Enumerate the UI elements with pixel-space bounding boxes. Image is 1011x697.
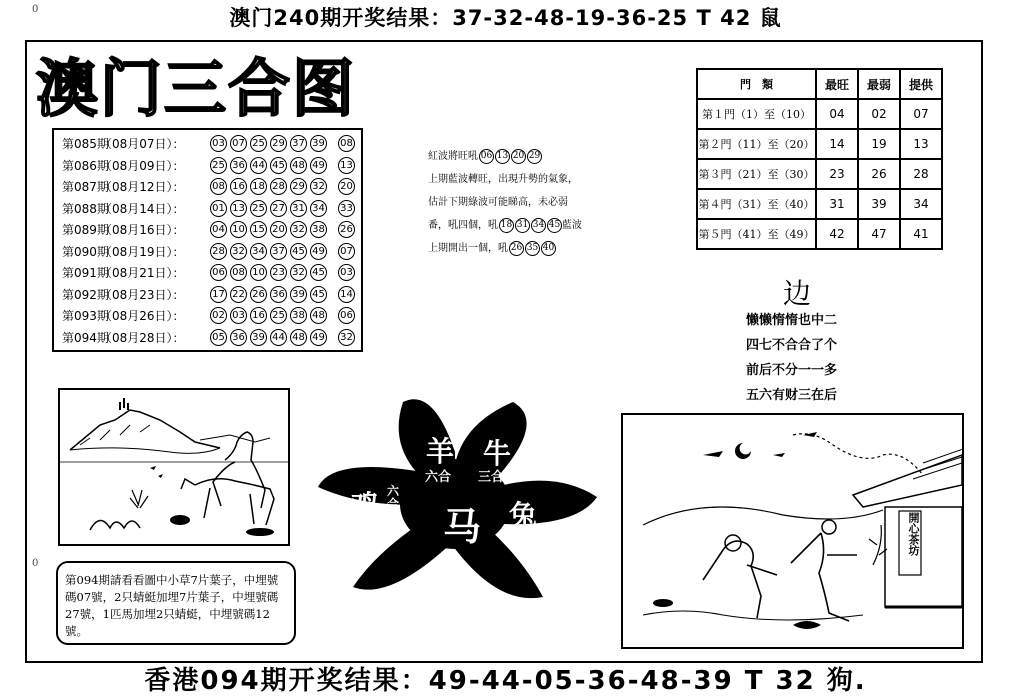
draw-date: （08月19日）： [100, 244, 185, 259]
draw-date: （08月09日）： [100, 158, 185, 173]
number-ball: 39 [290, 286, 307, 303]
number-ball: 04 [210, 221, 227, 238]
draw-row [62, 133, 358, 154]
gate-row [697, 99, 942, 129]
header-gate-type: 門 類 [697, 69, 816, 99]
draw-row [62, 305, 358, 326]
gate-hot: 23 [816, 159, 858, 189]
gate-label: 第４門（31）至（40） [697, 189, 816, 219]
gate-row [697, 189, 942, 219]
number-ball: 03 [210, 135, 227, 152]
horse-rider-illustration [58, 388, 290, 546]
draw-row [62, 155, 358, 176]
verse-text: 上期藍波轉旺，出現升勢的氣象， [428, 174, 578, 185]
header-cold: 最弱 [858, 69, 900, 99]
number-ball: 28 [270, 178, 287, 195]
gate-offer: 07 [900, 99, 942, 129]
zodiac-rooster-note: 六合 [387, 484, 400, 511]
clue-box: 第094期請看看圖中小草7片葉子，中埋號碼07號，2只蜻蜓加埋7片葉子，中埋號碼27號，1匹馬加埋2只蜻蜓，中埋號碼12號。 [56, 561, 296, 645]
draw-period: 第086期 [62, 158, 109, 173]
draw-period: 第089期 [62, 223, 109, 237]
number-ball: 03 [230, 307, 247, 324]
number-ball: 28 [210, 243, 227, 260]
number-ball: 45 [270, 157, 287, 174]
gate-hot: 04 [816, 99, 858, 129]
draw-row [62, 262, 358, 283]
gate-cold: 39 [858, 189, 900, 219]
gate-offer: 41 [900, 219, 942, 249]
number-ball: 48 [310, 307, 327, 324]
number-ball: 25 [270, 307, 287, 324]
verse-number-ball: 31 [515, 218, 530, 233]
number-ball: 49 [310, 243, 327, 260]
verse-number-ball: 35 [525, 241, 540, 256]
verse-number-ball: 45 [547, 218, 562, 233]
gate-row [697, 129, 942, 159]
verse-number-ball: 13 [495, 149, 510, 164]
draw-row [62, 176, 358, 197]
number-ball: 34 [310, 200, 327, 217]
draw-row [62, 219, 358, 240]
gate-offer: 28 [900, 159, 942, 189]
zodiac-ox: 牛 [483, 437, 512, 470]
gate-hot: 42 [816, 219, 858, 249]
corner-mark-top: 0 [32, 4, 39, 15]
poem-title: 边 [783, 277, 812, 310]
verse-text: 番，吼四個，吼 [428, 220, 498, 231]
special-number-ball: 07 [338, 243, 355, 260]
number-ball: 36 [230, 329, 247, 346]
number-ball: 38 [290, 307, 307, 324]
number-ball: 13 [230, 200, 247, 217]
special-number-ball: 32 [338, 329, 355, 346]
verse-number-ball: 29 [527, 149, 542, 164]
number-ball: 48 [290, 157, 307, 174]
verse-suffix: 藍波 [562, 220, 582, 231]
number-ball: 06 [210, 264, 227, 281]
number-ball: 27 [270, 200, 287, 217]
number-ball: 26 [250, 286, 267, 303]
number-ball: 45 [310, 286, 327, 303]
zodiac-sheep-note: 六合 [425, 470, 452, 485]
gate-label: 第３門（21）至（30） [697, 159, 816, 189]
page-title: 澳门三合图 [36, 52, 357, 125]
number-ball: 32 [230, 243, 247, 260]
macau-result-banner: 澳门240期开奖结果：37-32-48-19-36-25 T 42 鼠 [229, 6, 782, 30]
gate-cold: 47 [858, 219, 900, 249]
number-ball: 07 [230, 135, 247, 152]
number-ball: 08 [210, 178, 227, 195]
zodiac-flower [313, 392, 597, 605]
zodiac-ox-note: 三合 [478, 470, 505, 485]
draw-period: 第093期 [62, 309, 109, 323]
number-ball: 23 [270, 264, 287, 281]
gate-cold: 19 [858, 129, 900, 159]
special-number-ball: 20 [338, 178, 355, 195]
number-ball: 36 [230, 157, 247, 174]
number-ball: 32 [290, 264, 307, 281]
header-offer: 提供 [900, 69, 942, 99]
number-ball: 39 [310, 135, 327, 152]
poem-line: 五六有财三在后 [746, 388, 838, 403]
special-number-ball: 33 [338, 200, 355, 217]
gate-label: 第５門（41）至（49） [697, 219, 816, 249]
draw-period: 第094期 [62, 330, 109, 345]
draw-date: （08月21日）： [100, 266, 185, 280]
number-ball: 48 [290, 329, 307, 346]
draw-date: （08月07日）： [100, 137, 185, 151]
verse-line [428, 168, 628, 191]
gate-row [697, 219, 942, 249]
number-ball: 05 [210, 329, 227, 346]
number-ball: 49 [310, 157, 327, 174]
draw-history-box [52, 128, 363, 352]
number-ball: 17 [210, 286, 227, 303]
verse-line [428, 145, 628, 168]
number-ball: 36 [270, 286, 287, 303]
verse-number-ball: 40 [541, 241, 556, 256]
gate-offer: 13 [900, 129, 942, 159]
number-ball: 16 [230, 178, 247, 195]
number-ball: 45 [290, 243, 307, 260]
number-ball: 25 [250, 200, 267, 217]
poem [746, 308, 837, 408]
gate-row [697, 159, 942, 189]
number-ball: 20 [270, 221, 287, 238]
number-ball: 01 [210, 200, 227, 217]
special-number-ball: 06 [338, 307, 355, 324]
landscape-drawing [60, 390, 288, 544]
draw-period: 第091期 [62, 266, 109, 280]
draw-date: （08月14日）： [100, 201, 185, 216]
gate-cold: 26 [858, 159, 900, 189]
number-ball: 15 [250, 221, 267, 238]
zodiac-rabbit: 兔 [509, 499, 538, 532]
special-number-ball: 03 [338, 264, 355, 281]
number-ball: 02 [210, 307, 227, 324]
draw-row [62, 198, 358, 219]
wave-verse [428, 145, 628, 260]
number-ball: 10 [230, 221, 247, 238]
number-ball: 31 [290, 200, 307, 217]
gate-offer: 34 [900, 189, 942, 219]
teahouse-sign: 開心茶坊 [907, 512, 920, 556]
number-ball: 44 [250, 157, 267, 174]
number-ball: 25 [210, 157, 227, 174]
number-ball: 18 [250, 178, 267, 195]
number-ball: 16 [250, 307, 267, 324]
gate-label: 第１門（1）至（10） [697, 99, 816, 129]
verse-text: 估計下期綠波可能睇高，未必弱 [428, 197, 568, 208]
draw-period: 第087期 [62, 180, 109, 194]
draw-date: （08月26日）： [100, 309, 185, 323]
number-ball: 25 [250, 135, 267, 152]
number-ball: 44 [270, 329, 287, 346]
draw-date: （08月23日）： [100, 287, 185, 302]
number-ball: 39 [250, 329, 267, 346]
verse-line [428, 214, 628, 237]
verse-number-ball: 18 [499, 218, 514, 233]
gate-hot: 31 [816, 189, 858, 219]
gate-label: 第２門（11）至（20） [697, 129, 816, 159]
draw-period: 第090期 [62, 244, 109, 259]
draw-date: （08月28日）： [100, 330, 185, 345]
gate-hot: 14 [816, 129, 858, 159]
draw-period: 第092期 [62, 287, 109, 302]
gate-cold: 02 [858, 99, 900, 129]
draw-row [62, 284, 358, 305]
special-number-ball: 14 [338, 286, 355, 303]
zodiac-horse: 马 [443, 505, 482, 549]
draw-date: （08月12日）： [100, 180, 185, 194]
corner-mark-left: 0 [32, 558, 39, 569]
number-ball: 32 [290, 221, 307, 238]
draw-date: （08月16日）： [100, 223, 185, 237]
verse-text: 上期開出一個，吼 [428, 243, 508, 254]
verse-number-ball: 06 [479, 149, 494, 164]
verse-number-ball: 34 [531, 218, 546, 233]
verse-line [428, 237, 628, 260]
draw-period: 第088期 [62, 201, 109, 216]
number-ball: 29 [270, 135, 287, 152]
number-ball: 29 [290, 178, 307, 195]
verse-line [428, 191, 628, 214]
zodiac-rooster: 鸡 [351, 489, 380, 522]
verse-text: 紅波將旺吼 [428, 151, 478, 162]
number-ball: 08 [230, 264, 247, 281]
verse-number-ball: 26 [509, 241, 524, 256]
number-ball: 38 [310, 221, 327, 238]
draw-period: 第085期 [62, 137, 109, 151]
zodiac-sheep: 羊 [426, 435, 455, 468]
special-number-ball: 26 [338, 221, 355, 238]
number-ball: 22 [230, 286, 247, 303]
special-number-ball: 13 [338, 157, 355, 174]
number-ball: 37 [290, 135, 307, 152]
poem-line: 前后不分一一多 [746, 363, 838, 378]
number-ball: 37 [270, 243, 287, 260]
draw-row [62, 327, 358, 348]
draw-row [62, 241, 358, 262]
number-ball: 49 [310, 329, 327, 346]
gate-table [696, 68, 943, 250]
poem-line: 四七不合合了个 [746, 338, 838, 353]
hongkong-result-banner: 香港094期开奖结果：49-44-05-36-48-39 T 32 狗. [144, 666, 867, 696]
teahouse-illustration [621, 413, 964, 649]
number-ball: 32 [310, 178, 327, 195]
number-ball: 34 [250, 243, 267, 260]
poem-line: 懒懒惰惰也中二 [746, 313, 838, 328]
gate-table-header [697, 69, 942, 99]
header-hot: 最旺 [816, 69, 858, 99]
special-number-ball: 08 [338, 135, 355, 152]
number-ball: 10 [250, 264, 267, 281]
verse-number-ball: 20 [511, 149, 526, 164]
number-ball: 45 [310, 264, 327, 281]
